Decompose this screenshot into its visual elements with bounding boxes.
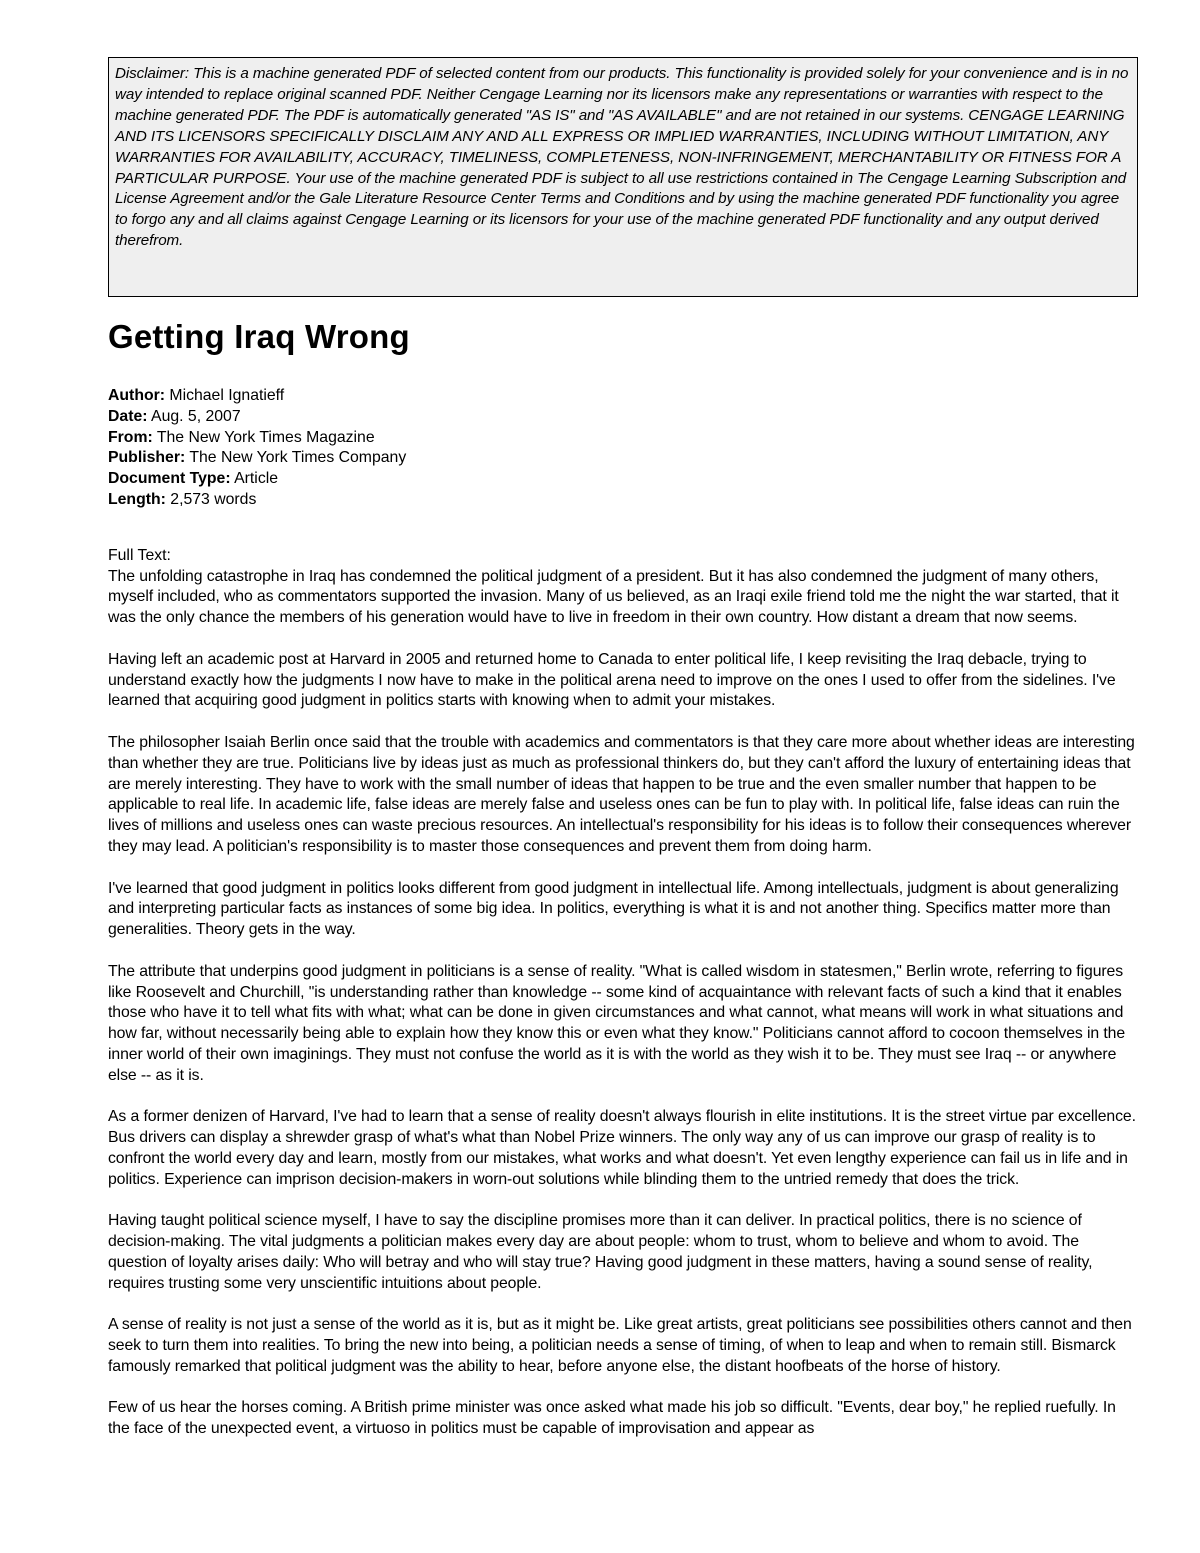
paragraph: A sense of reality is not just a sense of the world as it is, but as it might be. Like great artists, great politicians see possibilities others cannot and then seek to turn them into realities. To bring the new into being, a politician needs a sense of timing, of when to leap and when to remain still. Bismarck famously remarked that political judgment was the ability to hear, before anyone else, the distant hoofbeats of the horse of history. bbox=[108, 1316, 1132, 1375]
paragraph: Having taught political science myself, I have to say the discipline promises more than it can deliver. In practical politics, there is no science of decision-making. The vital judgments a politician makes every day are about people: whom to trust, whom to believe and whom to avoid. The question of loyalty arises daily: Who will betray and who will stay true? Having good judgment in these matters, having a sound sense of reality, requires trusting some very unscientific intuitions about people. bbox=[108, 1212, 1093, 1292]
full-text-label: Full Text: bbox=[108, 546, 171, 564]
meta-label: Date: bbox=[108, 407, 148, 425]
paragraph: Having left an academic post at Harvard in 2005 and returned home to Canada to enter political life, I keep revisiting the Iraq debacle, trying to understand exactly how the judgments I now have to make in the political arena need to improve on the ones I used to offer from the sidelines. I've learned that acquiring good judgment in politics starts with knowing when to admit your mistakes. bbox=[108, 650, 1116, 710]
meta-value: Article bbox=[234, 470, 279, 488]
paragraph: I've learned that good judgment in politics looks different from good judgment in intellectual life. Among intellectuals, judgment is about generalizing and interpreting particular facts as instances of some big idea. In politics, everything is what it is and not another thing. Specifics matter more than generalities. Theory gets in the way. bbox=[108, 879, 1119, 939]
meta-label: Length: bbox=[108, 490, 166, 508]
paragraph: The philosopher Isaiah Berlin once said that the trouble with academics and commentators is that they care more about whether ideas are interesting than whether they are true. Politicians live by ideas just as much as professional thinkers do, but they can't afford the luxury of entertaining ideas that are merely interesting. They have to work with the small number of ideas that happen to be true and the even smaller number that happen to be applicable to real life. In academic life, false ideas are merely false and useless ones can be fun to play with. In political life, false ideas can ruin the lives of millions and useless ones can waste precious resources. An intellectual's responsibility for his ideas is to follow their consequences wherever they may lead. A politician's responsibility is to master those consequences and prevent them from doing harm. bbox=[108, 733, 1135, 855]
paragraph: As a former denizen of Harvard, I've had to learn that a sense of reality doesn't always flourish in elite institutions. It is the street virtue par excellence. Bus drivers can display a shrewder grasp of what's what than Nobel Prize winners. The only way any of us can improve our grasp of reality is to confront the world every day and learn, mostly from our mistakes, what works and what doesn't. Yet even lengthy experience can fail us in life and in politics. Experience can imprison decision-makers in worn-out solutions while blinding them to the untried remedy that does the trick. bbox=[108, 1108, 1136, 1188]
meta-label: Document Type: bbox=[108, 470, 231, 488]
meta-label: Publisher: bbox=[108, 449, 186, 467]
meta-value: The New York Times Magazine bbox=[156, 428, 375, 446]
disclaimer-box bbox=[108, 57, 1138, 297]
meta-document-type bbox=[108, 469, 1138, 490]
paragraph: The attribute that underpins good judgment in politicians is a sense of reality. "What is called wisdom in statesmen," Berlin wrote, referring to figures like Roosevelt and Churchill, "is understanding rather than knowledge -- some kind of acquaintance with relevant facts of such a kind that it enables those who have it to tell what fits with what; what can be done in given circumstances and what cannot, what means will work in what situations and how far, without necessarily being able to explain how they know this or even what they know." Politicians cannot afford to cocoon themselves in the inner world of their own imaginings. They must not confuse the world as it is with the world as they wish it to be. They must see Iraq -- or anywhere else -- as it is. bbox=[108, 962, 1126, 1084]
meta-label: From: bbox=[108, 428, 153, 446]
paragraph: Few of us hear the horses coming. A British prime minister was once asked what made his job so difficult. "Events, dear boy," he replied ruefully. In the face of the unexpected event, a virtuoso in politics must be capable of improvisation and appear as bbox=[108, 1399, 1116, 1438]
article-title: Getting Iraq Wrong bbox=[108, 318, 410, 355]
meta-value: The New York Times Company bbox=[189, 449, 407, 467]
meta-source bbox=[108, 428, 1138, 449]
article-body bbox=[108, 567, 1138, 1440]
meta-value: Michael Ignatieff bbox=[169, 387, 285, 404]
meta-author bbox=[108, 386, 1138, 407]
meta-value: 2,573 words bbox=[170, 490, 257, 508]
disclaimer-text: Disclaimer: This is a machine generated PDF of selected content from our products. This functionality is provided solely for your convenience and is in no way intended to replace original scanned PDF. Neither Cengage Learning nor its licensors make any representations or warranties with respect to the machine generated PDF. The PDF is automatically generated "AS IS" and "AS AVAILABLE" and are not retained in our systems. CENGAGE LEARNING AND ITS LICENSORS SPECIFICALLY DISCLAIM ANY AND ALL EXPRESS OR IMPLIED WARRANTIES, INCLUDING WITHOUT LIMITATION, ANY WARRANTIES FOR AVAILABILITY, ACCURACY, TIMELINESS, COMPLETENESS, NON-INFRINGEMENT, MERCHANTABILITY OR FITNESS FOR A PARTICULAR PURPOSE. Your use of the machine generated PDF is subject to all use restrictions contained in The Cengage Learning Subscription and License Agreement and/or the Gale Literature Resource Center Terms and Conditions and by using the machine generated PDF functionality you agree to forgo any and all claims against Cengage Learning or its licensors for your use of the machine generated PDF functionality and any output derived therefrom. bbox=[115, 65, 1129, 250]
paragraph: The unfolding catastrophe in Iraq has condemned the political judgment of a president. But it has also condemned the judgment of many others, myself included, who as commentators supported the invasion. Many of us believed, as an Iraqi exile friend told me the night the war started, that it was the only chance the members of his generation would have to live in freedom in their own country. How distant a dream that now seems. bbox=[108, 567, 1119, 627]
meta-value: Aug. 5, 2007 bbox=[151, 407, 241, 425]
meta-label: Author: bbox=[108, 387, 166, 404]
meta-date bbox=[108, 407, 1138, 428]
meta-publisher bbox=[108, 448, 1138, 469]
document-page bbox=[108, 57, 1138, 1440]
meta-length bbox=[108, 490, 1138, 511]
article-metadata bbox=[108, 386, 1138, 511]
